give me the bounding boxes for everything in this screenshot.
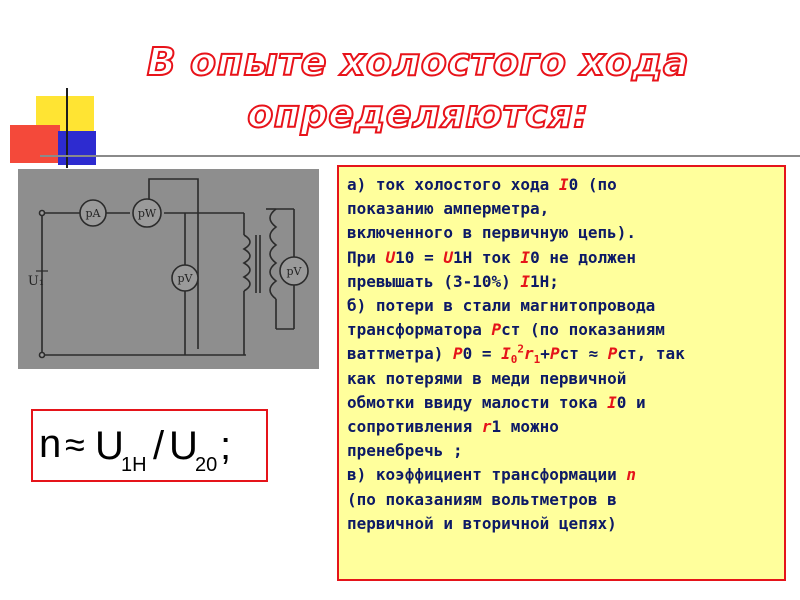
formula-u2-sub: 20	[195, 454, 218, 476]
terminal-bottom	[40, 353, 45, 358]
text-line-11: сопротивления r1 можно	[347, 417, 559, 437]
text-line-7: трансформатора Pст (по показаниям	[347, 320, 665, 340]
terminal-top	[40, 211, 45, 216]
circuit-schematic	[18, 169, 319, 369]
title-line-1: В опыте холостого хода	[146, 40, 690, 84]
slide-title	[118, 36, 718, 140]
voltage-label: U₁	[27, 274, 45, 289]
text-line-3: включенного в первичную цепь).	[347, 223, 636, 243]
text-line-4: При U10 = U1Н ток I0 не должен	[347, 247, 637, 267]
formula-u2: U	[169, 424, 198, 468]
text-line-1: а) ток холостого хода I0 (по	[347, 175, 617, 194]
text-line-5: превышать (3-10%) I1Н;	[347, 271, 559, 291]
turns-ratio-formula	[31, 409, 268, 482]
text-line-10: обмотки ввиду малости тока I0 и	[347, 392, 646, 412]
circuit-diagram	[18, 169, 319, 369]
formula-n: n	[39, 422, 62, 466]
formula-slash: /	[153, 424, 165, 468]
text-line-9: как потерями в меди первичной	[347, 368, 627, 388]
text-line-15: первичной и вторичной цепях)	[347, 513, 617, 533]
ammeter-label: pA	[85, 207, 101, 220]
text-line-8: ваттметра) $P0 = I_0^2r_1+Pст$ ≈ Pст, так	[347, 343, 685, 367]
formula-svg	[33, 411, 266, 480]
text-line-13: в) коэффициент трансформации n	[347, 465, 636, 485]
formula-u1: U	[95, 424, 124, 468]
decor-red-block	[10, 125, 60, 163]
voltmeter-primary-label: pV	[177, 272, 193, 285]
formula-u1-sub: 1H	[121, 454, 147, 476]
decor-blue-block	[58, 131, 96, 165]
text-line-12: пренебречь ;	[347, 441, 463, 461]
text-line-14: (по показаниям вольтметров в	[347, 489, 617, 509]
title-line-2: определяются:	[247, 92, 589, 136]
text-line-6: б) потери в стали магнитопровода	[347, 296, 656, 316]
wattmeter-label: pW	[137, 207, 157, 220]
text-line-2: показанию амперметра,	[347, 199, 550, 219]
explanation-box	[337, 165, 786, 581]
formula-semicolon: ;	[220, 424, 232, 468]
formula-approx: ≈	[65, 424, 85, 465]
decor-horizontal-line	[40, 155, 800, 157]
voltmeter-secondary-label: pV	[286, 265, 302, 278]
